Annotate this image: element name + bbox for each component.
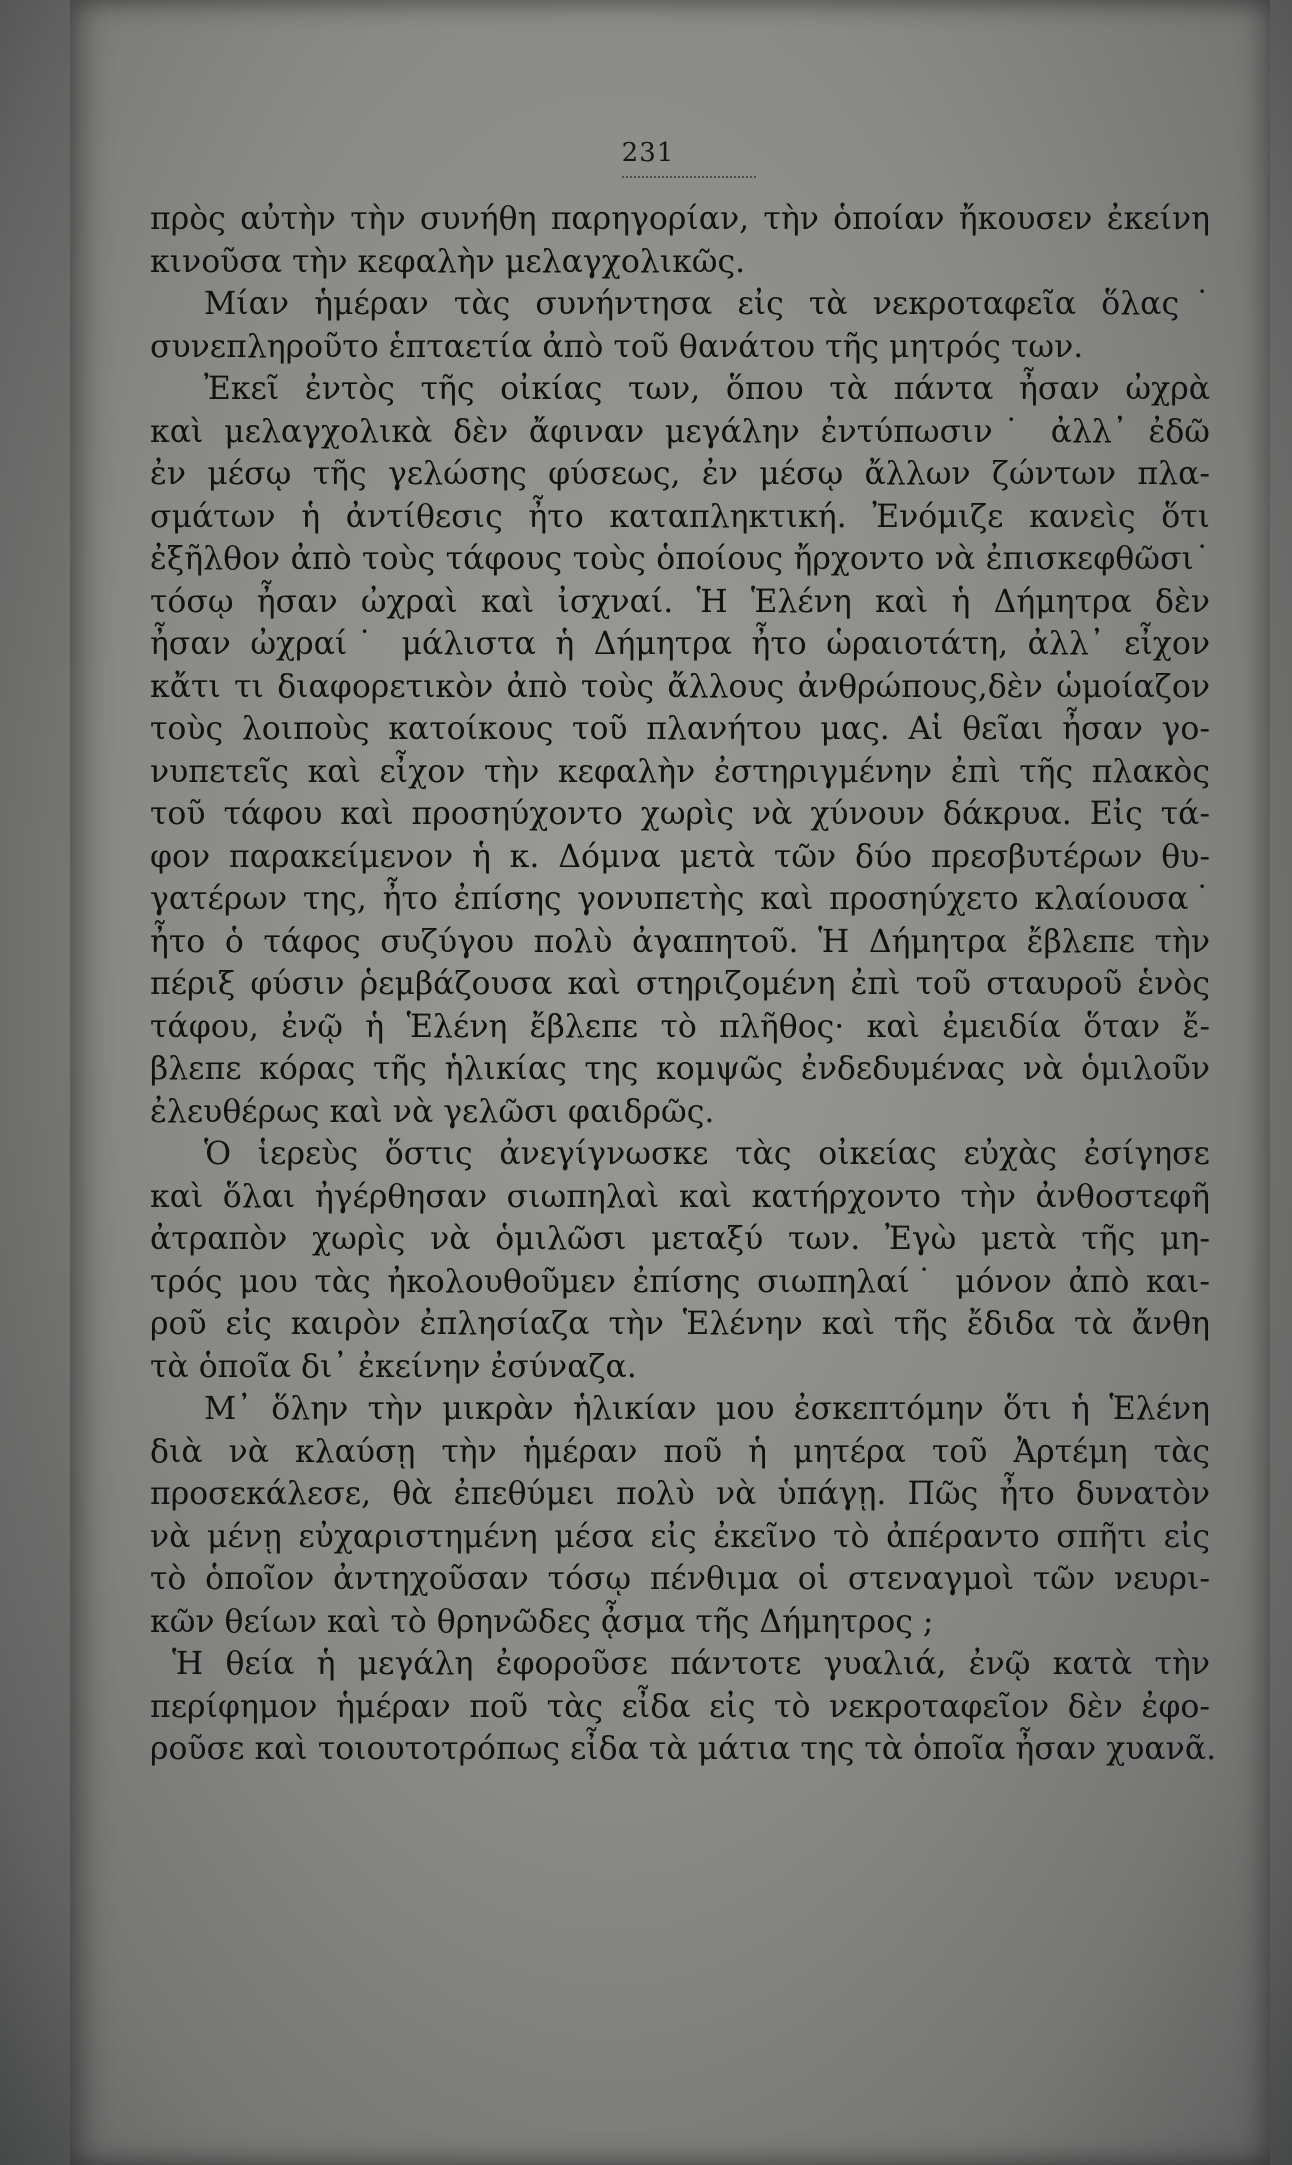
text-line: συνεπληροῦτο ἑπταετία ἀπὸ τοῦ θανάτου τῆς μητρός των.: [150, 328, 1084, 365]
text-line: ροῦ εἰς καιρὸν ἐπλησίαζα τὴν Ἑλένην καὶ τῆς ἔδιδα τὰ ἄνθη: [150, 1306, 1210, 1342]
text-line: ἦτο ὁ τάφος συζύγου πολὺ ἀγαπητοῦ. Ἡ Δήμητρα ἔβλεπε τὴν: [150, 923, 1210, 960]
text-line: Ἡ θεία ἡ μεγάλη ἐφοροῦσε πάντοτε γυαλιά, ἐνῷ κατὰ τὴν: [172, 1646, 1210, 1682]
text-line: κἄτι τι διαφορετικὸν ἀπὸ τοὺς ἄλλους ἀνθρώπους,δὲν ὡμοίαζον: [150, 668, 1210, 705]
text-line: ἀτραπὸν χωρὶς νὰ ὁμιλῶσι μεταξύ των. Ἐγὼ μετὰ τῆς μη-: [150, 1221, 1210, 1257]
text-line: ἐν μέσῳ τῆς γελώσης φύσεως, ἐν μέσῳ ἄλλων ζώντων πλα-: [150, 456, 1210, 492]
text-line: Ὁ ἱερεὺς ὅστις ἀνεγίγνωσκε τὰς οἰκείας εὐχὰς ἐσίγησε: [204, 1136, 1210, 1172]
text-line: τόσῳ ἦσαν ὠχραὶ καὶ ἰσχναί. Ἡ Ἑλένη καὶ ἡ Δήμητρα δὲν: [150, 583, 1210, 620]
text-line: κῶν θείων καὶ τὸ θρηνῶδες ᾆσμα τῆς Δήμητρος ;: [150, 1603, 934, 1640]
text-line: περίφημον ἡμέραν ποῦ τὰς εἶδα εἰς τὸ νεκροταφεῖον δὲν ἐφο-: [150, 1688, 1210, 1725]
text-line: προσεκάλεσε, θὰ ἐπεθύμει πολὺ νὰ ὑπάγῃ. Πῶς ἦτο δυνατὸν: [150, 1476, 1210, 1512]
text-line: Μ᾽ ὅλην τὴν μικρὰν ἡλικίαν μου ἐσκεπτόμην ὅτι ἡ Ἑλένη: [204, 1391, 1210, 1427]
text-line: σμάτων ἡ ἀντίθεσις ἦτο καταπληκτική. Ἐνόμιζε κανεὶς ὅτι: [150, 498, 1210, 535]
text-line: ἐλευθέρως καὶ νὰ γελῶσι φαιδρῶς.: [150, 1093, 715, 1130]
text-line: τρός μου τὰς ἠκολουθοῦμεν ἐπίσης σιωπηλαί˙ μόνον ἀπὸ και-: [150, 1263, 1210, 1300]
text-line: τὰ ὁποῖα δι᾽ ἐκείνην ἐσύναζα.: [150, 1348, 637, 1385]
text-line: πέριξ φύσιν ῥεμβάζουσα καὶ στηριζομένη ἐπὶ τοῦ σταυροῦ ἑνὸς: [150, 966, 1210, 1002]
page-number-rule: [622, 176, 756, 178]
book-page: [70, 0, 1270, 2165]
text-line: καὶ ὅλαι ἠγέρθησαν σιωπηλαὶ καὶ κατήρχοντο τὴν ἀνθοστεφῆ: [150, 1178, 1210, 1215]
text-line: τάφου, ἐνῷ ἡ Ἑλένη ἔβλεπε τὸ πλῆθος· καὶ ἐμειδία ὅταν ἔ-: [150, 1008, 1210, 1045]
text-line: φον παρακείμενον ἡ κ. Δόμνα μετὰ τῶν δύο πρεσβυτέρων θυ-: [150, 838, 1210, 875]
text-line: διὰ νὰ κλαύσῃ τὴν ἡμέραν ποῦ ἡ μητέρα τοῦ Ἀρτέμη τὰς: [150, 1433, 1210, 1470]
text-line: Ἐκεῖ ἐντὸς τῆς οἰκίας των, ὅπου τὰ πάντα ἦσαν ὠχρὰ: [204, 371, 1210, 407]
text-line: βλεπε κόρας τῆς ἡλικίας της κομψῶς ἐνδεδυμένας νὰ ὁμιλοῦν: [150, 1051, 1210, 1087]
text-line: τοῦ τάφου καὶ προσηύχοντο χωρὶς νὰ χύνουν δάκρυα. Εἰς τά-: [150, 796, 1210, 832]
text-line: νὰ μένῃ εὐχαριστημένη μέσα εἰς ἐκεῖνο τὸ ἀπέραντο σπῆτι εἰς: [150, 1518, 1210, 1555]
text-line: τοὺς λοιποὺς κατοίκους τοῦ πλανήτου μας. Αἱ θεῖαι ἦσαν γο-: [150, 711, 1210, 747]
text-line: τὸ ὁποῖον ἀντηχοῦσαν τόσῳ πένθιμα οἱ στεναγμοὶ τῶν νευρι-: [150, 1561, 1210, 1597]
text-line: νυπετεῖς καὶ εἶχον τὴν κεφαλὴν ἐστηριγμένην ἐπὶ τῆς πλακὸς: [150, 753, 1210, 790]
text-line: ἦσαν ὠχραί˙ μάλιστα ἡ Δήμητρα ἦτο ὡραιοτάτη, ἀλλ᾽ εἶχον: [150, 626, 1210, 662]
text-line: ροῦσε καὶ τοιουτοτρόπως εἶδα τὰ μάτια της τὰ ὁποῖα ἦσαν χυανᾶ.: [150, 1731, 1217, 1767]
text-line: γατέρων της, ἦτο ἐπίσης γονυπετὴς καὶ προσηύχετο κλαίουσα˙: [150, 881, 1210, 917]
page-number: 231: [621, 138, 675, 168]
text-line: πρὸς αὐτὴν τὴν συνήθη παρηγορίαν, τὴν ὁποίαν ἤκουσεν ἐκείνη: [150, 201, 1210, 237]
text-line: κινοῦσα τὴν κεφαλὴν μελαγχολικῶς.: [150, 243, 746, 280]
text-line: καὶ μελαγχολικὰ δὲν ἄφιναν μεγάλην ἐντύπωσιν˙ ἀλλ᾽ ἐδῶ: [150, 413, 1210, 450]
body-text: [150, 198, 1217, 1771]
text-line: ἐξῆλθον ἀπὸ τοὺς τάφους τοὺς ὁποίους ἤρχοντο νὰ ἐπισκεφθῶσι˙: [150, 541, 1210, 577]
text-line: Μίαν ἡμέραν τὰς συνήντησα εἰς τὰ νεκροταφεῖα ὅλας˙: [204, 286, 1210, 322]
